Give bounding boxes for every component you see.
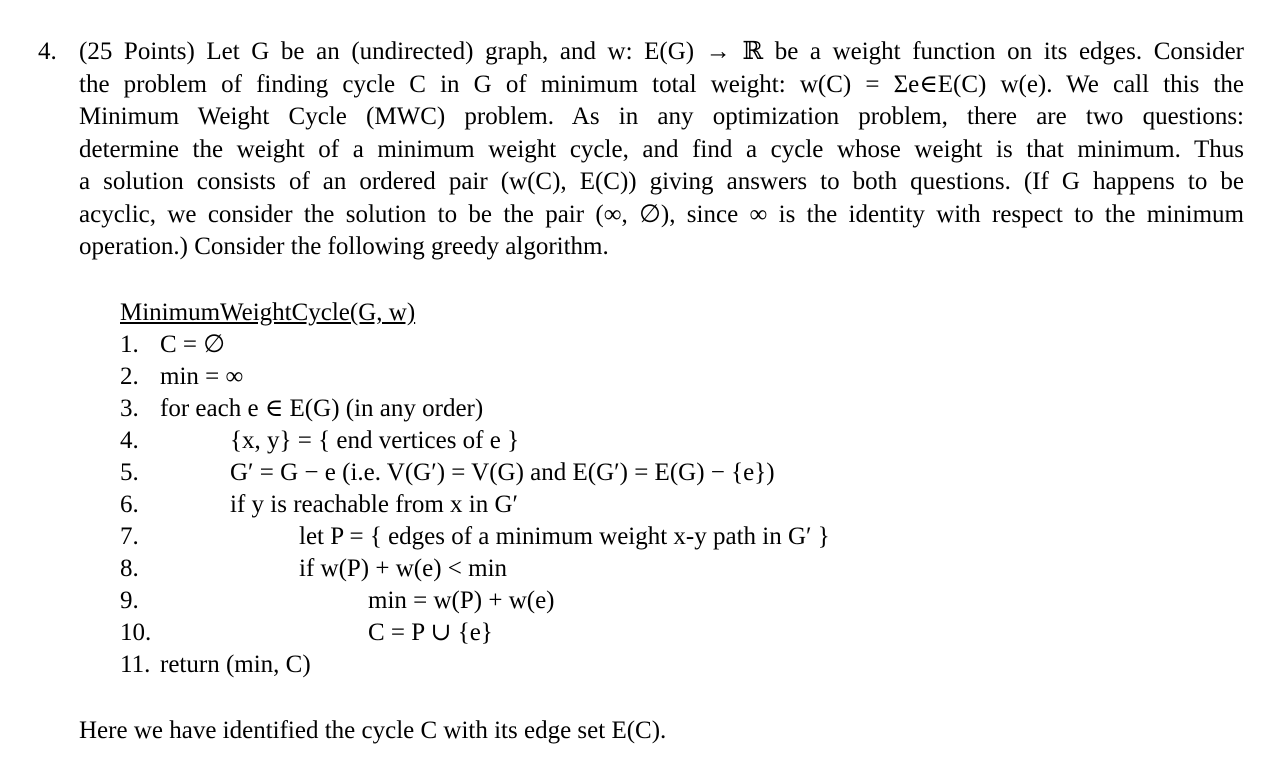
problem-line: Minimum Weight Cycle (MWC) problem. As in any optimization problem, there are two questions:: [79, 103, 1244, 130]
line-number: 9.: [120, 587, 139, 614]
line-number: 6.: [120, 491, 139, 518]
line-number: 2.: [120, 363, 139, 390]
line-code: if y is reachable from x in G′: [230, 491, 519, 518]
line-code: if w(P) + w(e) < min: [299, 555, 508, 582]
problem-line: the problem of finding cycle C in G of minimum total weight: w(C) = Σe∈E(C) w(e). We call this the: [79, 70, 1244, 98]
line-number: 3.: [120, 395, 139, 422]
algorithm-line: [120, 489, 1020, 521]
line-code: C = P ∪ {e}: [368, 619, 493, 646]
line-code: min = w(P) + w(e): [368, 587, 555, 614]
problem-line: acyclic, we consider the solution to be the pair (∞, ∅), since ∞ is the identity with respect to the minimum: [79, 200, 1244, 228]
line-code: {x, y} = { end vertices of e }: [230, 427, 520, 454]
problem-line: a solution consists of an ordered pair (w(C), E(C)) giving answers to both questions. (If G happens to be: [79, 168, 1244, 195]
algorithm-line: [120, 649, 1020, 681]
algorithm-block: [120, 297, 1020, 681]
algorithm-line: [120, 553, 1020, 585]
line-code: G′ = G − e (i.e. V(G′) = V(G) and E(G′) = E(G) − {e}): [230, 459, 775, 486]
line-number: 11.: [120, 651, 151, 678]
line-number: 10.: [120, 619, 152, 646]
problem-body: [79, 36, 1244, 264]
line-number: 5.: [120, 459, 139, 486]
algorithm-line: [120, 457, 1020, 489]
line-code: return (min, C): [160, 651, 311, 678]
algorithm-line: [120, 521, 1020, 553]
algorithm-line: [120, 393, 1020, 425]
algorithm-line: [120, 361, 1020, 393]
line-number: 8.: [120, 555, 139, 582]
line-code: C = ∅: [160, 331, 226, 358]
line-number: 7.: [120, 523, 139, 550]
line-number: 1.: [120, 331, 139, 358]
line-code: for each e ∈ E(G) (in any order): [160, 395, 484, 422]
problem-line: (25 Points) Let G be an (undirected) graph, and w: E(G) → ℝ be a weight function on its edges. Consider: [79, 38, 1244, 65]
problem-number: 4.: [38, 38, 57, 65]
problem-line: operation.) Consider the following greedy algorithm.: [79, 233, 609, 260]
footer-note: Here we have identified the cycle C with its edge set E(C).: [79, 717, 667, 744]
algorithm-line: [120, 585, 1020, 617]
algorithm-title: MinimumWeightCycle(G, w): [120, 299, 416, 326]
line-code: let P = { edges of a minimum weight x-y path in G′ }: [299, 523, 830, 550]
algorithm-line: [120, 329, 1020, 361]
problem-line: determine the weight of a minimum weight cycle, and find a cycle whose weight is that minimum. Thus: [79, 135, 1244, 163]
line-code: min = ∞: [160, 363, 244, 390]
algorithm-line: [120, 617, 1020, 649]
line-number: 4.: [120, 427, 139, 454]
algorithm-line: [120, 425, 1020, 457]
